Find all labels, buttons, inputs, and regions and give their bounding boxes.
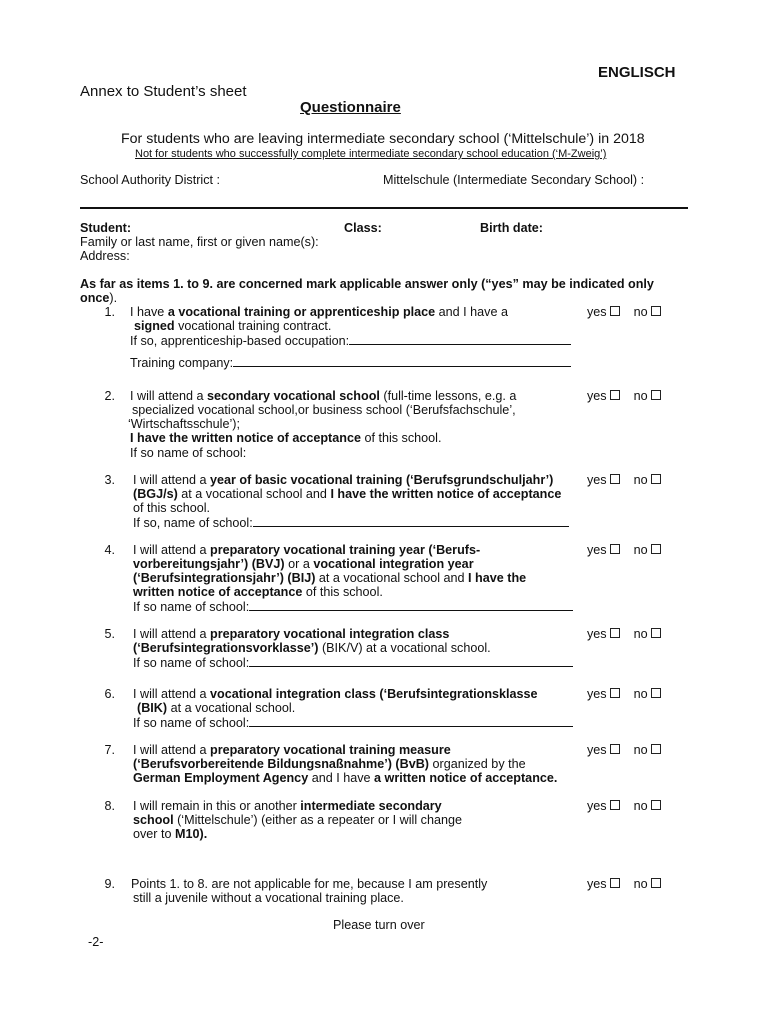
item-9-answers: yes no	[587, 877, 661, 891]
item-7-number: 7.	[104, 743, 115, 757]
item-8-text: I will remain in this or another intermediate secondary school (‘Mittelschule’) (either as a repeater or I will change over to M10).	[133, 799, 462, 841]
item-6-number: 6.	[104, 687, 115, 701]
item-1-number: 1.	[104, 305, 115, 319]
item-2-number: 2.	[104, 389, 115, 403]
item-2-answers: yes no	[587, 389, 661, 403]
subtitle: For students who are leaving intermediate secondary school (‘Mittelschule’) in 2018	[121, 131, 645, 147]
item-8-number: 8.	[104, 799, 115, 813]
item-3-number: 3.	[104, 473, 115, 487]
page-number: -2-	[88, 935, 104, 949]
item-7-no-checkbox[interactable]	[651, 744, 661, 754]
item-9-text: Points 1. to 8. are not applicable for me, because I am presently still a juvenile without a vocational training place.	[131, 877, 488, 905]
item-8-no-checkbox[interactable]	[651, 800, 661, 810]
item-9-number: 9.	[104, 877, 115, 891]
school-district-label: School Authority District :	[80, 173, 220, 187]
item-2-text: I will attend a secondary vocational school (full-time lessons, e.g. a specialized vocational school,or business school (‘Berufsfachschule’, ‘Wirtschaftsschule’); I have the written notice of acceptance of this school. If so name of school:	[128, 389, 517, 460]
item-1-no-checkbox[interactable]	[651, 306, 661, 316]
item-4-number: 4.	[104, 543, 115, 557]
item-3-text: I will attend a year of basic vocational training (‘Berufsgrundschuljahr’) (BGJ/s) at a vocational school and I have the written notice of acceptance of this school. If so, name of school:	[133, 473, 569, 530]
item-6-answers: yes no	[587, 687, 661, 701]
item-5-text: I will attend a preparatory vocational integration class (‘Berufsintegrationsvorklasse’) (BIK/V) at a vocational school. If so name of school:	[133, 627, 573, 670]
item-4-text: I will attend a preparatory vocational training year (‘Berufs- vorbereitungsjahr’) (BVJ) or a vocational integration year (‘Berufsintegrationsjahr’) (BIJ) at a vocational school and I have the written notice of acceptance of this school. If so name of school:	[133, 543, 573, 614]
instruction-tail: ).	[109, 291, 118, 305]
item-3-no-checkbox[interactable]	[651, 474, 661, 484]
item-4-school-field[interactable]	[249, 599, 573, 611]
item-6-no-checkbox[interactable]	[651, 688, 661, 698]
instruction-line2	[80, 291, 117, 305]
name-label: Family or last name, first or given name(s):	[80, 235, 319, 249]
page-title: Questionnaire	[300, 99, 401, 116]
item-1-text: I have a vocational training or apprenticeship place and I have a signed vocational training contract. If so, apprenticeship-based occupation: Training company:	[130, 305, 571, 370]
item-2-yes-checkbox[interactable]	[610, 390, 620, 400]
item-9-no-checkbox[interactable]	[651, 878, 661, 888]
student-label: Student:	[80, 221, 132, 235]
instruction-line1: As far as items 1. to 9. are concerned mark applicable answer only (“yes” may be indicated only	[80, 277, 654, 291]
turn-over-note: Please turn over	[333, 918, 425, 932]
address-label: Address:	[80, 249, 130, 263]
item-1-yes-checkbox[interactable]	[610, 306, 620, 316]
item-7-answers: yes no	[587, 743, 661, 757]
item-2-no-checkbox[interactable]	[651, 390, 661, 400]
item-5-school-field[interactable]	[249, 655, 573, 667]
item-5-number: 5.	[104, 627, 115, 641]
item-8-answers: yes no	[587, 799, 661, 813]
occupation-field[interactable]	[349, 333, 571, 345]
item-6-text: I will attend a vocational integration class (‘Berufsintegrationsklasse (BIK) at a vocational school. If so name of school:	[133, 687, 573, 730]
class-label: Class:	[344, 221, 382, 235]
mittelschule-label: Mittelschule (Intermediate Secondary School) :	[383, 173, 645, 187]
item-6-yes-checkbox[interactable]	[610, 688, 620, 698]
item-1-answers: yes no	[587, 305, 661, 319]
instruction-once: once	[80, 291, 110, 305]
language-label: ENGLISCH	[598, 64, 676, 81]
item-3-answers: yes no	[587, 473, 661, 487]
item-4-answers: yes no	[587, 543, 661, 557]
exclusion-note: Not for students who successfully complete intermediate secondary school education (‘M-Zweig’)	[135, 148, 607, 160]
item-8-yes-checkbox[interactable]	[610, 800, 620, 810]
item-7-text: I will attend a preparatory vocational training measure (‘Berufsvorbereitende Bildungsnaßnahme’) (BvB) organized by the German Employment Agency and I have a written notice of acceptance.	[133, 743, 558, 785]
item-6-school-field[interactable]	[249, 715, 573, 727]
item-5-no-checkbox[interactable]	[651, 628, 661, 638]
item-9-yes-checkbox[interactable]	[610, 878, 620, 888]
item-4-no-checkbox[interactable]	[651, 544, 661, 554]
divider	[80, 207, 688, 209]
annex-title: Annex to Student’s sheet	[80, 83, 247, 100]
training-company-field[interactable]	[233, 355, 571, 367]
birth-date-label: Birth date:	[480, 221, 543, 235]
item-3-school-field[interactable]	[253, 515, 569, 527]
item-3-yes-checkbox[interactable]	[610, 474, 620, 484]
item-4-yes-checkbox[interactable]	[610, 544, 620, 554]
item-5-yes-checkbox[interactable]	[610, 628, 620, 638]
item-7-yes-checkbox[interactable]	[610, 744, 620, 754]
item-5-answers: yes no	[587, 627, 661, 641]
